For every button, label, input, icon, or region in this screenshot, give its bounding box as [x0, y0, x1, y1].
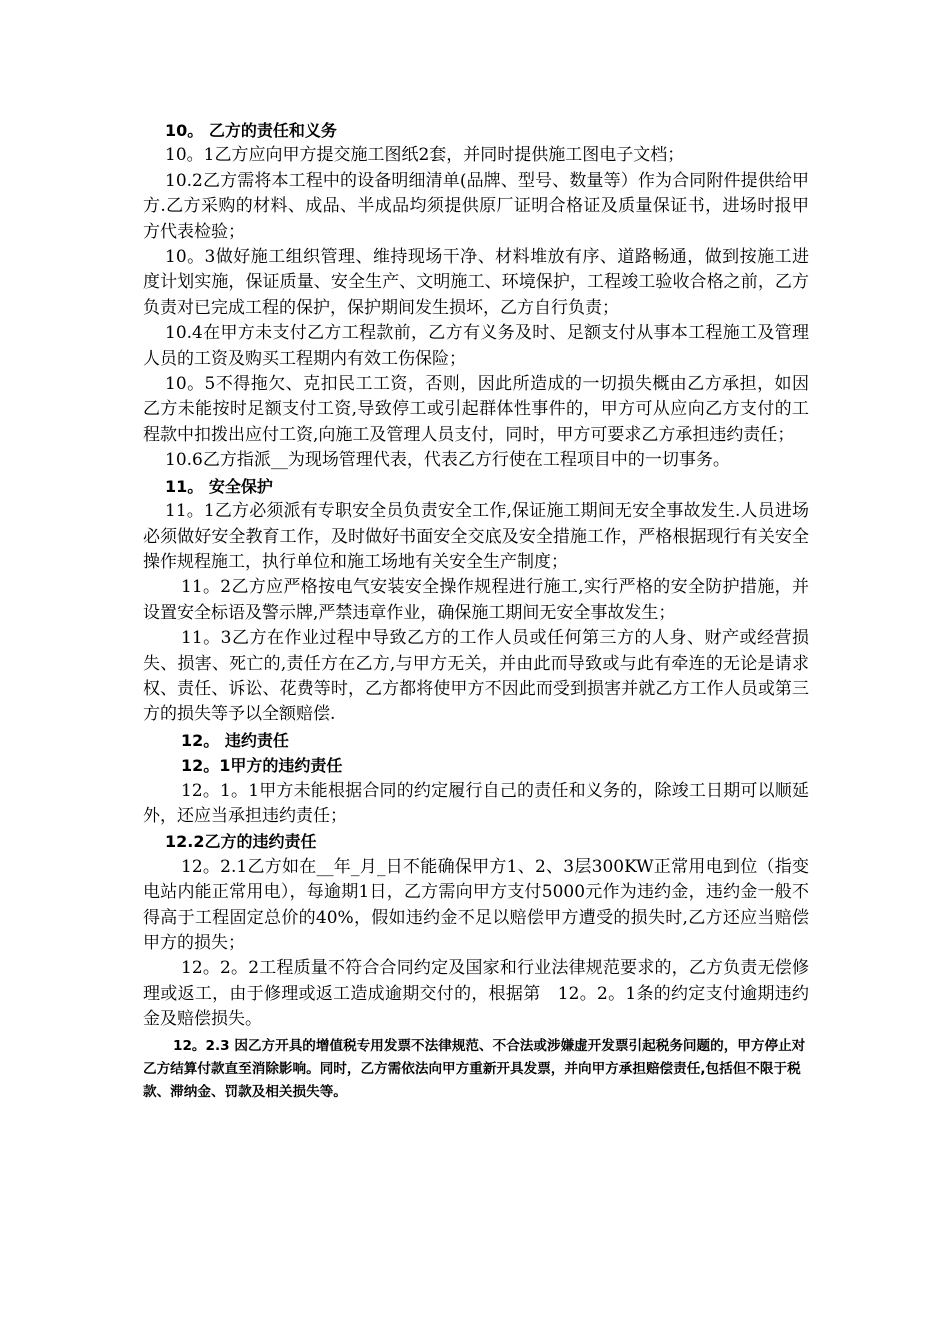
clause-10-4: 10.4在甲方未支付乙方工程款前，乙方有义务及时、足额支付从事本工程施工及管理人员的工资及购买工程期内有效工伤保险；	[143, 323, 809, 369]
document-page	[143, 118, 809, 1104]
clause-12-2-3: 12。2.3 因乙方开具的增值税专用发票不法律规范、不合法或涉嫌虚开发票引起税务问题的，甲方停止对乙方结算付款直至消除影响。同时，乙方需依法向甲方重新开具发票，并向甲方承担赔偿责任,包括但不限于税款、滞纳金、罚款及相关损失等。	[143, 1037, 806, 1100]
clause-10-5: 10。5不得拖欠、克扣民工工资，否则，因此所造成的一切损失概由乙方承担，如因乙方未能按时足额支付工资,导致停工或引起群体性事件的，甲方可从应向乙方支付的工程款中扣拨出应付工资,向施工及管理人员支付，同时，甲方可要求乙方承担违约责任；	[143, 374, 809, 445]
section-10-title: 10。 乙方的责任和义务	[165, 121, 337, 140]
clause-12-2-2: 12。2。2工程质量不符合合同约定及国家和行业法律规范要求的，乙方负责无偿修理或返工，由于修理或返工造成逾期交付的，根据第 12。2。1条的约定支付逾期违约金及赔偿损失。	[143, 958, 809, 1030]
section-12-1-title: 12。1甲方的违约责任	[181, 756, 343, 776]
clause-12-1-1: 12。1。1甲方未能根据合同的约定履行自己的责任和义务的，除竣工日期可以顺延外，还应当承担违约责任；	[143, 780, 809, 826]
section-12-title: 12。 违约责任	[181, 730, 289, 750]
clause-10-2: 10.2乙方需将本工程中的设备明细清单(品牌、型号、数量等）作为合同附件提供给甲方.乙方采购的材料、成品、半成品均须提供原厂证明合格证及质量保证书，进场时报甲方代表检验；	[143, 170, 809, 242]
clause-11-1: 11。1乙方必须派有专职安全员负责安全工作,保证施工期间无安全事故发生.人员进场必须做好安全教育工作，及时做好书面安全交底及安全措施工作，严格根据现行有关安全操作规程施工，执行单位和施工场地有关安全生产制度；	[143, 501, 809, 572]
clause-12-2-1: 12。2.1乙方如在__年_月_日不能确保甲方1、2、3层300KW正常用电到位（指变电站内能正常用电），每逾期1日，乙方需向甲方支付5000元作为违约金，违约金一般不得高于工程固定总价的40%，假如违约金不足以赔偿甲方遭受的损失时,乙方还应当赔偿甲方的损失；	[143, 856, 809, 953]
clause-10-6: 10.6乙方指派__为现场管理代表，代表乙方行使在工程项目中的一切事务。	[165, 450, 730, 471]
clause-10-3: 10。3做好施工组织管理、维持现场干净、材料堆放有序、道路畅通，做到按施工进度计划实施，保证质量、安全生产、文明施工、环境保护，工程竣工验收合格之前，乙方负责对已完成工程的保护，保护期间发生损坏，乙方自行负责；	[143, 247, 809, 318]
section-11-title: 11。 安全保护	[165, 476, 273, 496]
section-12-2-title: 12.2乙方的违约责任	[165, 832, 317, 852]
clause-11-2: 11。2乙方应严格按电气安装安全操作规程进行施工,实行严格的安全防护措施，并设置安全标语及警示牌,严禁违章作业，确保施工期间无安全事故发生；	[143, 577, 809, 623]
clause-11-3: 11。3乙方在作业过程中导致乙方的工作人员或任何第三方的人身、财产或经营损失、损害、死亡的,责任方在乙方,与甲方无关，并由此而导致或与此有牵连的无论是请求权、责任、诉讼、花费等时，乙方都将使甲方不因此而受到损害并就乙方工作人员或第三方的损失等予以全额赔偿.	[143, 628, 809, 725]
clause-10-1: 10。1乙方应向甲方提交施工图纸2套，并同时提供施工图电子文档；	[165, 145, 685, 166]
